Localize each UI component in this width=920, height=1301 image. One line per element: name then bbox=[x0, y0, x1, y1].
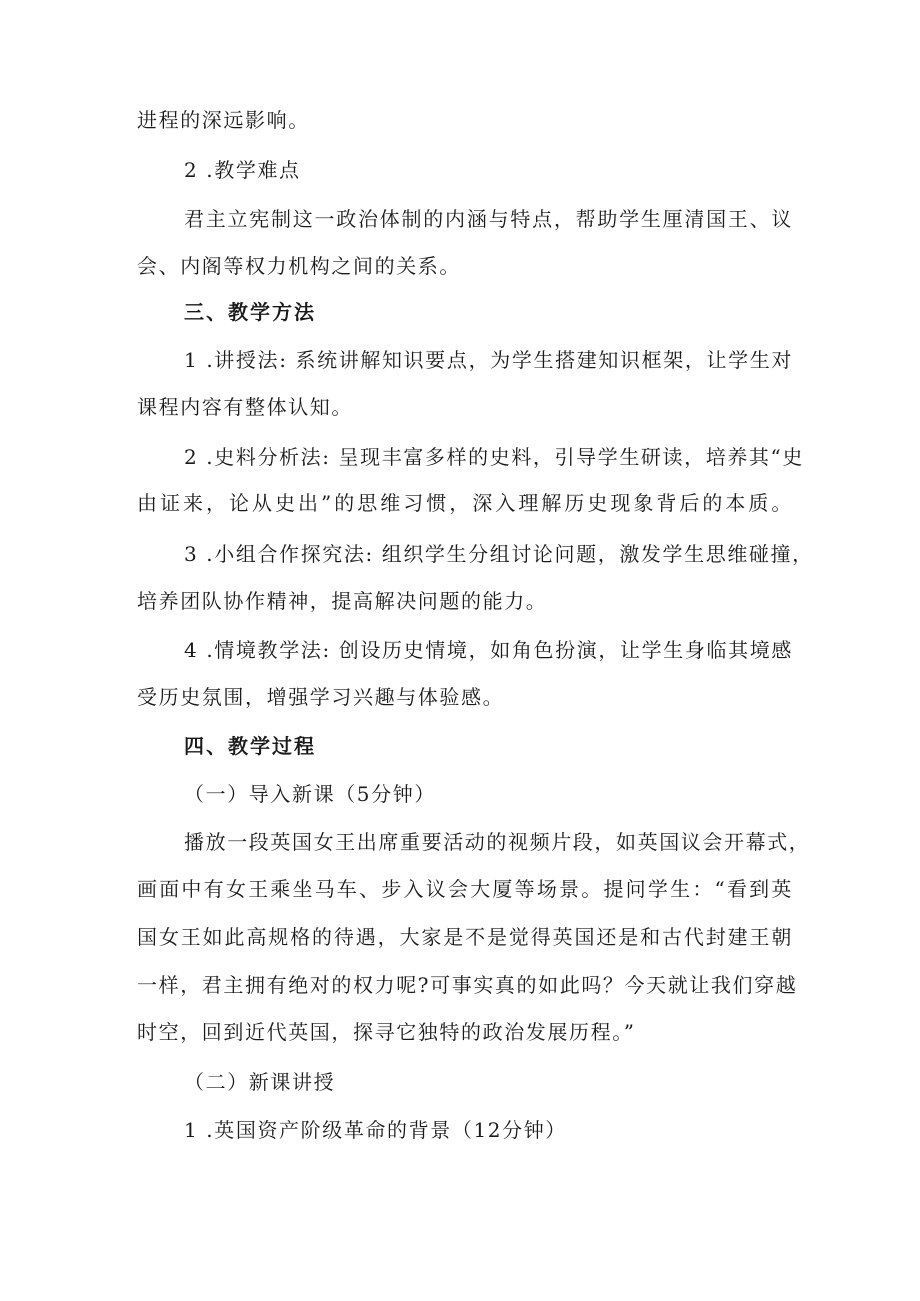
subheading-teaching-difficulty: 2 .教学难点 bbox=[184, 158, 301, 182]
paragraph-line: 由证来，论从史出”的思维习惯，深入理解历史现象背后的本质。 bbox=[137, 491, 793, 515]
paragraph-line: 画面中有女王乘坐马车、步入议会大厦等场景。提问学生：“看到英 bbox=[137, 877, 793, 901]
paragraph-line: 进程的深远影响。 bbox=[137, 108, 310, 132]
paragraph-line: 播放一段英国女王出席重要活动的视频片段，如英国议会开幕式， bbox=[184, 830, 811, 854]
subsection-heading-intro: （一）导入新课（5分钟） bbox=[184, 782, 436, 806]
subsection-heading-new-lesson: （二）新课讲授 bbox=[184, 1070, 336, 1094]
paragraph-line: 会、内阁等权力机构之间的关系。 bbox=[137, 254, 461, 278]
paragraph-line: 4 .情境教学法: 创设历史情境，如角色扮演，让学生身临其境感 bbox=[184, 638, 793, 662]
paragraph-line: 3 .小组合作探究法: 组织学生分组讨论问题，激发学生思维碰撞， bbox=[184, 542, 814, 566]
section-heading-teaching-process: 四、教学过程 bbox=[184, 734, 316, 758]
paragraph-line: 时空，回到近代英国，探寻它独特的政治发展历程。” bbox=[137, 1020, 636, 1044]
paragraph-line: 受历史氛围，增强学习兴趣与体验感。 bbox=[137, 685, 505, 709]
paragraph-line: 一样，君主拥有绝对的权力呢?可事实真的如此吗？今天就让我们穿越 bbox=[137, 973, 798, 997]
paragraph-line: 培养团队协作精神，提高解决问题的能力。 bbox=[137, 589, 548, 613]
subheading-background: 1 .英国资产阶级革命的背景（12分钟） bbox=[184, 1118, 567, 1142]
paragraph-line: 国女王如此高规格的待遇，大家是不是觉得英国还是和古代封建王朝 bbox=[137, 925, 793, 949]
paragraph-line: 君主立宪制这一政治体制的内涵与特点，帮助学生厘清国王、议 bbox=[184, 207, 793, 231]
section-heading-teaching-methods: 三、教学方法 bbox=[184, 300, 316, 324]
paragraph-line: 1 .讲授法: 系统讲解知识要点，为学生搭建知识框架，让学生对 bbox=[184, 348, 793, 372]
paragraph-line: 课程内容有整体认知。 bbox=[137, 395, 353, 419]
paragraph-line: 2 .史料分析法: 呈现丰富多样的史料，引导学生研读，培养其“史 bbox=[184, 445, 804, 469]
